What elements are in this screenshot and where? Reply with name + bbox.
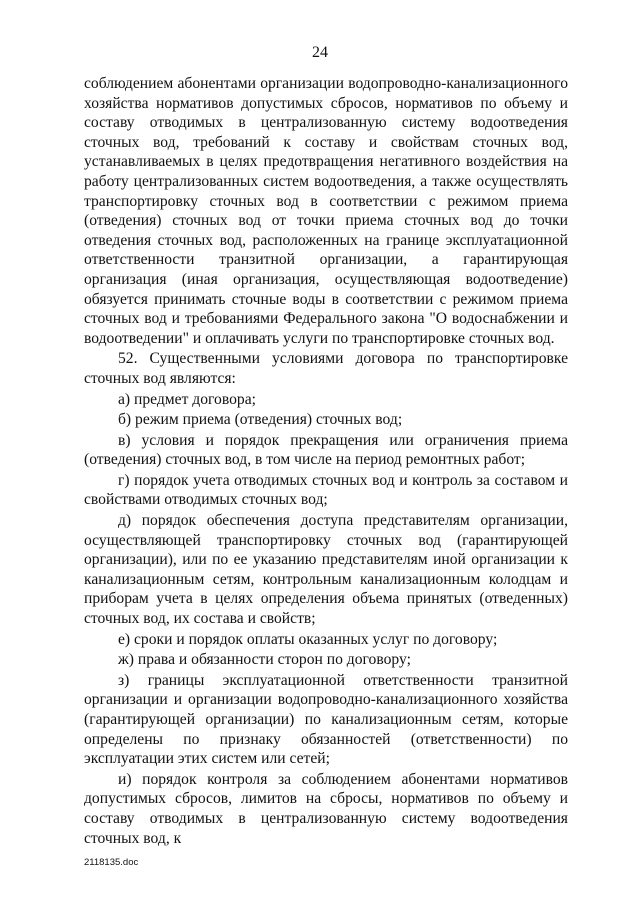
list-item-d: д) порядок обеспечения доступа представителям организации, осуществляющей транспортировку сточных вод (гарантирующей организации), или по ее указанию представителям иной организации к канализационным сетям, контрольным канализационным колодцам и приборам учета в целях определения объема принятых (отведенных) сточных вод, их состава и свойств; <box>84 512 568 628</box>
paragraph-continuation: соблюдением абонентами организации водопроводно-канализационного хозяйства нормативов допустимых сбросов, нормативов по объему и составу отводимых в централизованную систему водоотведения сточных вод, требований к составу и свойствам сточных вод, устанавливаемых в целях предотвращения негативного воздействия на работу централизованных систем водоотведения, а также осуществлять транспортировку сточных вод в соответствии с режимом приема (отведения) сточных вод от точки приема сточных вод до точки отведения сточных вод, расположенных на границе эксплуатационной ответственности транзитной организации, а гарантирующая организация (иная организация, осуществляющая водоотведение) обязуется принимать сточные воды в соответствии с режимом приема сточных вод и требованиями Федерального закона "О водоснабжении и водоотведении" и оплачивать услуги по транспортировке сточных вод. <box>84 75 568 347</box>
list-item-i: и) порядок контроля за соблюдением абонентами нормативов допустимых сбросов, лимитов на сбросы, нормативов по объему и составу отводимых в централизованную систему водоотведения сточных вод, к <box>84 770 568 847</box>
list-item-zh: ж) права и обязанности сторон по договору; <box>118 651 411 669</box>
list-item-b: б) режим приема (отведения) сточных вод; <box>118 411 403 429</box>
file-name-footer: 2118135.doc <box>84 857 139 868</box>
paragraph-item-52: 52. Существенными условиями договора по транспортировке сточных вод являются: <box>84 350 568 387</box>
list-item-v: в) условия и порядок прекращения или ограничения приема (отведения) сточных вод, в том числе на период ремонтных работ; <box>84 431 568 469</box>
list-item-z: з) границы эксплуатационной ответственности транзитной организации и организации водопроводно-канализационного хозяйства (гарантирующей организации) по канализационным сетям, которые определены по признаку обязанностей (ответственности) по эксплуатации этих систем или сетей; <box>84 671 568 768</box>
list-item-e: е) сроки и порядок оплаты оказанных услуг по договору; <box>118 630 498 648</box>
list-item-g: г) порядок учета отводимых сточных вод и контроль за составом и свойствами отводимых сточных вод; <box>84 471 568 509</box>
list-item-a: а) предмет договора; <box>118 390 256 408</box>
document-body <box>84 74 568 848</box>
page-number: 24 <box>312 44 328 61</box>
